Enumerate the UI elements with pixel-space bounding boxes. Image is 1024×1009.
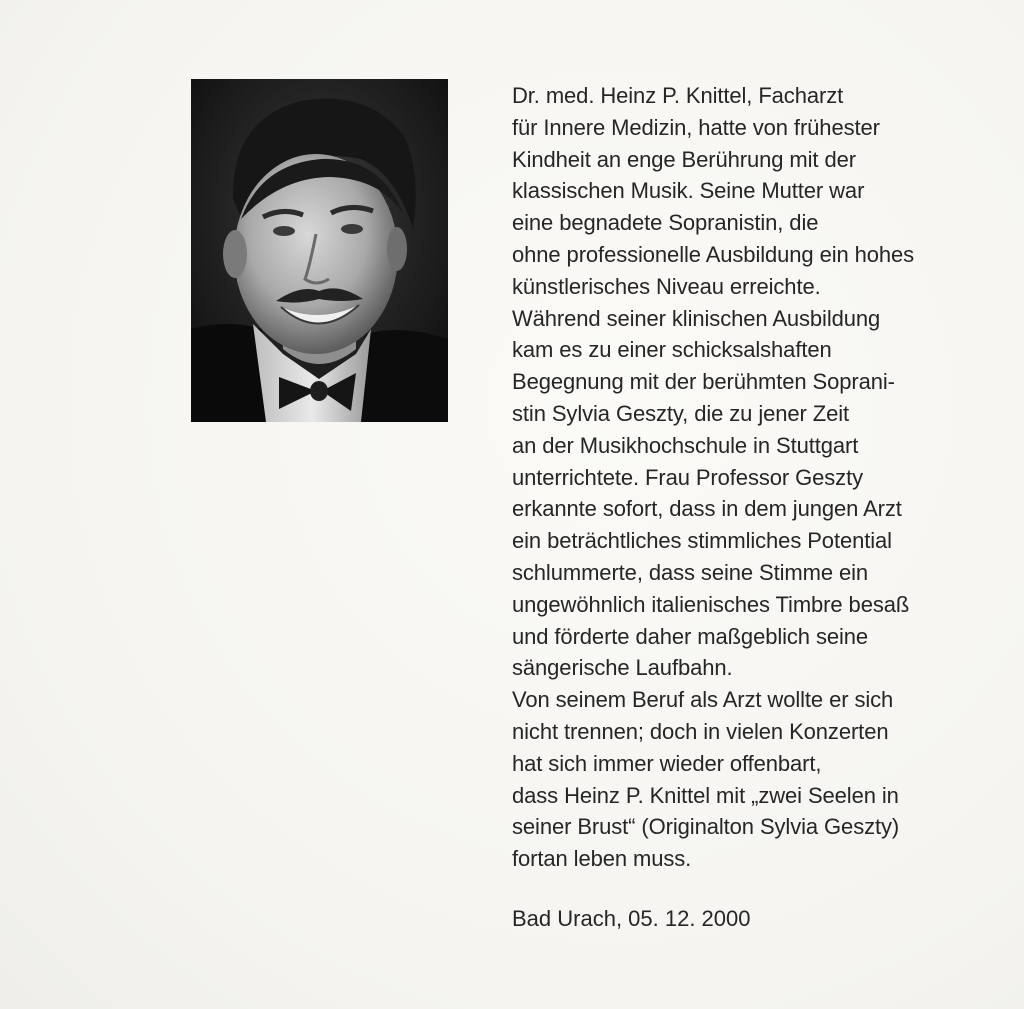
biography-line: sängerische Laufbahn. [512, 655, 733, 681]
biography-line: fortan leben muss. [512, 846, 692, 872]
portrait-photo [191, 79, 448, 422]
biography-line: stin Sylvia Geszty, die zu jener Zeit [512, 400, 850, 426]
biography-line: an der Musikhochschule in Stuttgart [512, 432, 859, 458]
biography-line: und förderte daher maßgeblich seine [512, 623, 869, 649]
biography-line: hat sich immer wieder offenbart, [512, 750, 822, 776]
biography-line: künstlerisches Niveau erreichte. [512, 273, 821, 299]
biography-line: nicht trennen; doch in vielen Konzerten [512, 718, 889, 744]
biography-line: seiner Brust“ (Originalton Sylvia Geszty) [512, 814, 900, 840]
biography-line: dass Heinz P. Knittel mit „zwei Seelen in [512, 782, 899, 808]
biography-line: eine begnadete Sopranistin, die [512, 210, 819, 236]
biography-line: für Innere Medizin, hatte von frühester [512, 114, 880, 140]
biography-line: kam es zu einer schicksalshaften [512, 337, 832, 363]
portrait-illustration [191, 79, 448, 422]
biography-line: schlummerte, dass seine Stimme ein [512, 559, 869, 585]
place-date-signoff: Bad Urach, 05. 12. 2000 [512, 906, 751, 931]
biography-line: ungewöhnlich italienisches Timbre besaß [512, 591, 910, 617]
biography-text [512, 80, 982, 875]
biography-line: ein beträchtliches stimmliches Potential [512, 528, 892, 554]
biography-line: Während seiner klinischen Ausbildung [512, 305, 881, 331]
biography-line: ohne professionelle Ausbildung ein hohes [512, 241, 915, 267]
biography-line: Dr. med. Heinz P. Knittel, Facharzt [512, 83, 844, 108]
biography-line: Begegnung mit der berühmten Soprani- [512, 369, 895, 395]
biography-line: erkannte sofort, dass in dem jungen Arzt [512, 496, 902, 522]
biography-line: unterrichtete. Frau Professor Geszty [512, 464, 863, 490]
biography-line: Kindheit an enge Berührung mit der [512, 146, 856, 172]
biography-line: klassischen Musik. Seine Mutter war [512, 178, 865, 204]
biography-line: Von seinem Beruf als Arzt wollte er sich [512, 687, 894, 713]
